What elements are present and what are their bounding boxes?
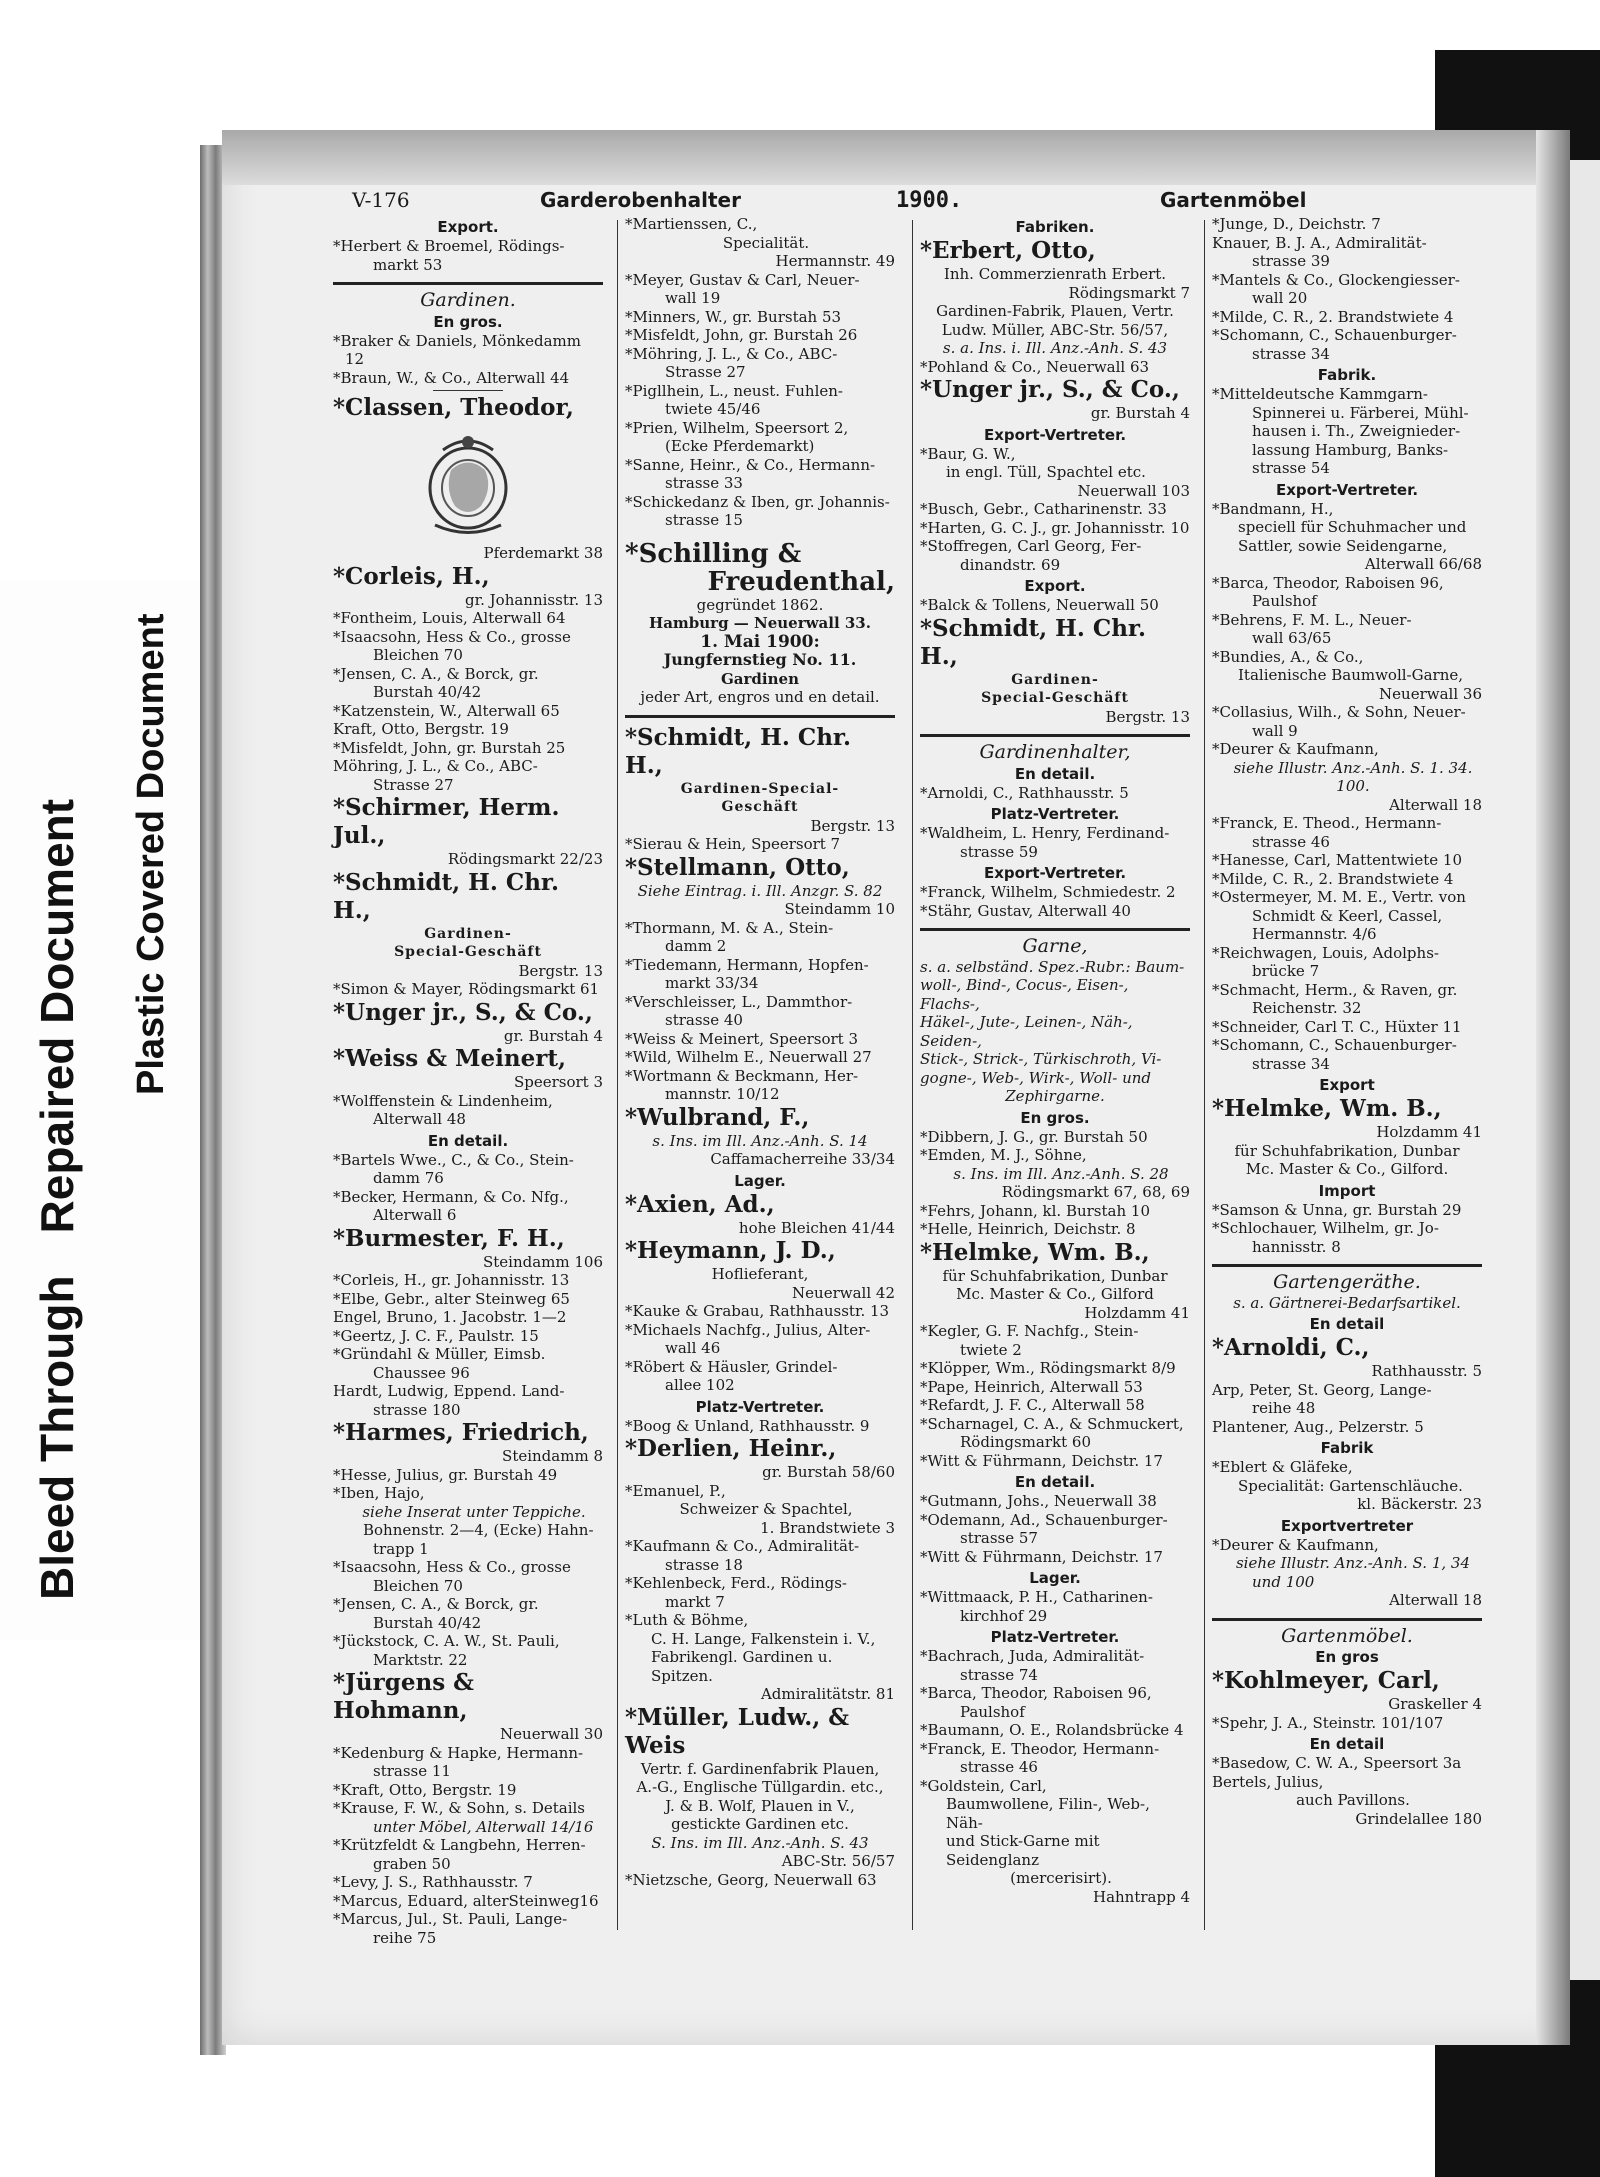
section-heading: En detail — [1309, 1735, 1385, 1753]
section-heading: Exportvertreter — [1280, 1516, 1414, 1535]
entry-address: Steindamm 8 — [502, 1447, 603, 1465]
list-item: *Stähr, Gustav, Alterwall 40 — [920, 901, 1131, 920]
section-heading: Platz-Vertreter. — [990, 805, 1120, 823]
ad-line: s. a. Ins. i. Ill. Anz.-Anh. S. 43 — [942, 339, 1168, 357]
section-heading: Export-Vertreter. — [1275, 480, 1419, 499]
list-item: *Waldheim, L. Henry, Ferdinand- strasse 59 — [920, 824, 1170, 861]
section-heading: En detail — [1309, 1315, 1385, 1333]
list-item: *Collasius, Wilh., & Sohn, Neuer- wall 9 — [1212, 703, 1466, 740]
header-left-keyword: Garderobenhalter — [540, 188, 741, 212]
section-rule — [333, 282, 603, 285]
list-item: *Herbert & Broemel, Rödings- markt 53 — [333, 237, 565, 274]
list-item: *Fehrs, Johann, kl. Burstah 10 — [920, 1201, 1150, 1220]
entry-address: Rödingsmarkt 22/23 — [447, 850, 603, 868]
list-item: Bertels, Julius, auch Pavillons. Grindelallee 180 — [1212, 1772, 1482, 1828]
list-item: *Witt & Führmann, Deichstr. 17 — [920, 1451, 1163, 1470]
display-entry: Freudenthal, — [707, 566, 895, 597]
list-item: *Pohland & Co., Neuerwall 63 — [920, 357, 1150, 376]
monogram-emblem-icon — [413, 430, 523, 540]
section-heading: Import — [1318, 1181, 1376, 1200]
list-item: *Thormann, M. & A., Stein- damm 2 — [625, 918, 834, 955]
list-item: *Mitteldeutsche Kammgarn- Spinnerei u. Färberei, Mühl- hausen i. Th., Zweignieder- lassung Hamburg, Banks- strasse 54 — [1212, 385, 1469, 477]
list-item: *Emden, M. J., Söhne, s. Ins. im Ill. Anz.-Anh. S. 28 Rödingsmarkt 67, 68, 69 — [920, 1146, 1190, 1201]
entry-address: Rödingsmarkt 7 — [1068, 283, 1190, 302]
list-item: *Boog & Unland, Rathhausstr. 9 — [625, 1416, 870, 1435]
list-item: *Franck, Wilhelm, Schmiedestr. 2 — [920, 883, 1176, 901]
list-item: *Schneider, Carl T. C., Hüxter 11 — [1212, 1017, 1462, 1036]
ad-line: jeder Art, engros und en detail. — [640, 688, 880, 706]
ad-line: J. & B. Wolf, Plauen in V., — [665, 1796, 855, 1815]
list-item: *Schomann, C., Schauenburger- strasse 34 — [1212, 1036, 1457, 1073]
list-item: *Gründahl & Müller, Eimsb. Chaussee 96 — [333, 1345, 546, 1382]
section-heading: Fabrik — [1320, 1439, 1374, 1457]
ad-line: Mc. Master & Co., Gilford. — [1245, 1160, 1449, 1178]
list-item: *Kauke & Grabau, Rathhausstr. 13 — [625, 1302, 890, 1320]
list-item: Engel, Bruno, 1. Jacobstr. 1—2 — [333, 1308, 567, 1326]
scan-edge-next-page — [1565, 160, 1600, 1980]
list-item: *Barca, Theodor, Raboisen 96, Paulshof — [920, 1684, 1152, 1721]
list-item: *Misfeldt, John, gr. Burstah 26 — [625, 326, 858, 344]
list-item: *Becker, Hermann, & Co. Nfg., Alterwall 6 — [333, 1187, 569, 1224]
section-heading: En detail. — [427, 1131, 509, 1150]
list-item: *Nietzsche, Georg, Neuerwall 63 — [625, 1870, 877, 1889]
display-entry: *Unger jr., S., & Co., — [333, 998, 593, 1026]
list-item: *Barca, Theodor, Raboisen 96, Paulshof — [1212, 573, 1444, 610]
list-item: *Helle, Heinrich, Deichstr. 8 — [920, 1220, 1136, 1238]
entry-address: gr. Burstah 58/60 — [762, 1463, 895, 1481]
entry-subtitle: Inh. Commerzienrath Erbert. — [943, 265, 1167, 283]
entry-subtitle: Gardinen-Special- — [680, 780, 840, 797]
list-item: *Bartels Wwe., C., & Co., Stein- damm 76 — [333, 1150, 574, 1187]
list-item: *Deurer & Kaufmann, siehe Illustr. Anz.-Anh. S. 1. 34. 100. Alterwall 18 — [1212, 740, 1482, 814]
list-item: *Schlochauer, Wilhelm, gr. Jo- hannisstr. 8 — [1212, 1219, 1439, 1256]
list-item: *Michaels Nachfg., Julius, Alter- wall 46 — [625, 1320, 871, 1357]
list-item: *Marcus, Eduard, alterSteinweg16 — [333, 1891, 599, 1910]
display-entry: *Erbert, Otto, — [920, 237, 1096, 264]
repaired-document-label: Repaired Document — [31, 798, 83, 1234]
column-divider — [617, 220, 618, 1930]
list-item: *Bundies, A., & Co., Italienische Baumwoll-Garne, Neuerwall 36 — [1212, 647, 1482, 703]
entry-address: Graskeller 4 — [1388, 1695, 1482, 1713]
entry-address: gr. Burstah 4 — [503, 1026, 603, 1045]
entry-address: Bergstr. 13 — [1105, 707, 1190, 726]
list-item: *Gutmann, Johs., Neuerwall 38 — [920, 1492, 1157, 1510]
list-item: *Braun, W., & Co., Alterwall 44 — [333, 368, 570, 387]
display-entry: *Burmester, F. H., — [333, 1224, 565, 1252]
entry-address: Rathhausstr. 5 — [1371, 1362, 1482, 1380]
header-right-keyword: Gartenmöbel — [1160, 188, 1307, 212]
display-entry: *Heymann, J. D., — [625, 1237, 836, 1264]
ad-line: Gardinen — [721, 669, 799, 688]
entry-address: Steindamm 10 — [784, 900, 895, 918]
list-item: *Dibbern, J. G., gr. Burstah 50 — [920, 1127, 1148, 1146]
section-heading: Lager. — [1029, 1569, 1081, 1587]
list-item: *Levy, J. S., Rathhausstr. 7 — [333, 1873, 533, 1891]
entry-subtitle: s. Ins. im Ill. Anz.-Anh. S. 14 — [652, 1131, 868, 1150]
entry-address: Holzdamm 41 — [1084, 1303, 1190, 1322]
ad-line: S. Ins. im Ill. Anz.-Anh. S. 43 — [651, 1833, 869, 1852]
category-heading: Gartenmöbel. — [1281, 1624, 1413, 1647]
category-heading: Gardinen. — [420, 289, 516, 311]
list-item: *Jensen, C. A., & Borck, gr. Burstah 40/42 — [333, 664, 539, 701]
display-entry: *Unger jr., S., & Co., — [920, 376, 1180, 403]
ad-line: A.-G., Englische Tüllgardin. etc., — [636, 1778, 884, 1796]
list-item: *Samson & Unna, gr. Burstah 29 — [1212, 1200, 1462, 1219]
list-item: *Misfeldt, John, gr. Burstah 25 — [333, 738, 566, 757]
list-item: *Hesse, Julius, gr. Burstah 49 — [333, 1465, 558, 1484]
list-item: Arp, Peter, St. Georg, Lange- reihe 48 — [1212, 1380, 1432, 1417]
entry-address: Caffamacherreihe 33/34 — [710, 1150, 895, 1168]
section-heading: Export — [1319, 1076, 1375, 1094]
cross-reference: Häkel-, Jute-, Leinen-, Näh-, Seiden-, — [920, 1013, 1133, 1050]
list-item: *Klöpper, Wm., Rödingsmarkt 8/9 — [920, 1359, 1176, 1377]
display-entry: *Jürgens & Hohmann, — [333, 1669, 474, 1724]
section-heading: Export-Vertreter. — [983, 425, 1127, 444]
list-item: *Ostermeyer, M. M. E., Vertr. von Schmidt & Keerl, Cassel, Hermannstr. 4/6 — [1212, 888, 1466, 943]
cross-reference: Stick-, Strick-, Türkischroth, Vi- — [920, 1050, 1162, 1068]
section-heading: Platz-Vertreter. — [990, 1628, 1120, 1646]
advertisement-schilling — [625, 540, 895, 707]
ad-line: Jungfernstieg No. 11. — [663, 650, 857, 669]
list-item: *Kegler, G. F. Nachfg., Stein- twiete 2 — [920, 1322, 1139, 1359]
display-entry: *Derlien, Heinr., — [625, 1435, 837, 1462]
list-item: *Busch, Gebr., Catharinenstr. 33 — [920, 500, 1167, 518]
list-item: *Wolffenstein & Lindenheim, Alterwall 48 — [333, 1091, 553, 1128]
cross-reference: s. a. selbständ. Spez.-Rubr.: Baum- — [920, 957, 1185, 976]
list-item: *Möhring, J. L., & Co., ABC- Strasse 27 — [625, 344, 838, 381]
list-item: *Balck & Tollens, Neuerwall 50 — [920, 596, 1159, 614]
entry-subtitle: Special-Geschäft — [394, 944, 542, 960]
ad-line: Gardinen-Fabrik, Plauen, Vertr. — [936, 302, 1174, 320]
list-item: *Isaacsohn, Hess & Co., grosse Bleichen 70 — [333, 1558, 571, 1595]
list-item: *Schomann, C., Schauenburger- strasse 34 — [1212, 326, 1457, 363]
list-item: *Franck, E. Theod., Hermann- strasse 46 — [1212, 814, 1442, 851]
list-item: *Baumann, O. E., Rolandsbrücke 4 — [920, 1721, 1184, 1739]
list-item: *Wild, Wilhelm E., Neuerwall 27 — [625, 1048, 872, 1066]
page-number: V-176 — [352, 188, 410, 212]
list-item: *Wortmann & Beckmann, Her- mannstr. 10/12 — [625, 1066, 859, 1103]
ad-line: für Schuhfabrikation, Dunbar — [1234, 1141, 1460, 1160]
ad-line: gestickte Gardinen etc. — [671, 1815, 849, 1833]
list-item: *Reichwagen, Louis, Adolphs- brücke 7 — [1212, 943, 1439, 980]
list-item: *Arnoldi, C., Rathhausstr. 5 — [920, 783, 1129, 802]
ad-line: Ludw. Müller, ABC-Str. 56/57, — [941, 320, 1169, 339]
list-item: *Röbert & Häusler, Grindel- allee 102 — [625, 1357, 838, 1394]
section-heading: Platz-Vertreter. — [695, 1397, 825, 1416]
list-item: Hardt, Ludwig, Eppend. Land- strasse 180 — [333, 1382, 565, 1419]
section-heading: En gros — [1315, 1648, 1379, 1666]
list-item: *Spehr, J. A., Steinstr. 101/107 — [1212, 1713, 1444, 1732]
list-item: *Schickedanz & Iben, gr. Johannis- strasse 15 — [625, 492, 890, 529]
ad-line: gegründet 1862. — [696, 595, 824, 614]
column-divider — [1204, 220, 1205, 1930]
ad-line: 1. Mai 1900: — [700, 631, 820, 652]
list-item: *Pigllhein, L., neust. Fuhlen- twiete 45/46 — [625, 381, 843, 418]
plastic-covered-label: Plastic Covered Document — [130, 613, 172, 1095]
display-entry: *Schilling & — [625, 538, 802, 569]
list-item: *Hanesse, Carl, Mattentwiete 10 — [1212, 851, 1462, 869]
cross-reference: gogne-, Web-, Wirk-, Woll- und — [920, 1068, 1151, 1087]
list-item: *Emanuel, P., Schweizer & Spachtel, 1. Brandstwiete 3 — [625, 1481, 895, 1537]
ad-line: Vertr. f. Gardinenfabrik Plauen, — [640, 1759, 880, 1778]
list-item: *Deurer & Kaufmann, siehe Illustr. Anz.-Anh. S. 1, 34 und 100 Alterwall 18 — [1212, 1535, 1482, 1609]
list-item: *Simon & Mayer, Rödingsmarkt 61 — [333, 980, 600, 998]
display-entry: *Schirmer, Herm. Jul., — [333, 794, 560, 849]
list-item: *Krause, F. W., & Sohn, s. Details unter Möbel, Alterwall 14/16 — [333, 1799, 594, 1836]
entry-address: ABC-Str. 56/57 — [781, 1852, 895, 1870]
list-item: *Braker & Daniels, Mönkedamm 12 — [333, 331, 582, 368]
list-item: *Franck, E. Theodor, Hermann- strasse 46 — [920, 1739, 1160, 1776]
column-3 — [920, 215, 1190, 1906]
section-heading: En gros. — [1020, 1108, 1090, 1127]
section-heading: Export. — [1024, 577, 1086, 595]
list-item: *Baur, G. W., in engl. Tüll, Spachtel etc. Neuerwall 103 — [920, 444, 1190, 500]
entry-subtitle: Gardinen- — [424, 925, 512, 942]
section-heading: En detail. — [1014, 764, 1096, 783]
section-rule — [920, 928, 1190, 931]
list-item: *Stoffregen, Carl Georg, Fer- dinandstr. 69 — [920, 537, 1142, 574]
section-rule — [1212, 1618, 1482, 1621]
section-rule — [920, 734, 1190, 737]
category-heading: Gardinenhalter, — [979, 741, 1131, 763]
list-item: *Sanne, Heinr., & Co., Hermann- strasse 33 — [625, 455, 876, 492]
section-rule — [1212, 1264, 1482, 1267]
list-item: *Luth & Böhme, C. H. Lange, Falkenstein i. V., Fabrikengl. Gardinen u. Spitzen. Admiralitätstr. 81 — [625, 1611, 895, 1703]
entry-address: Bergstr. 13 — [518, 961, 603, 980]
list-item: *Kehlenbeck, Ferd., Rödings- markt 7 — [625, 1574, 847, 1611]
cross-reference: woll-, Bind-, Cocus-, Eisen-, Flachs-, — [920, 976, 1129, 1013]
cross-reference: Zephirgarne. — [1005, 1087, 1105, 1105]
list-item: *Mantels & Co., Glockengiesser- wall 20 — [1212, 270, 1460, 307]
list-item: *Milde, C. R., 2. Brandstwiete 4 — [1212, 307, 1454, 326]
category-heading: Gartengeräthe. — [1273, 1271, 1421, 1293]
section-heading: Fabriken. — [1015, 218, 1095, 236]
list-item: *Behrens, F. M. L., Neuer- wall 63/65 — [1212, 610, 1412, 647]
list-item: *Schmacht, Herm., & Raven, gr. Reichenstr. 32 — [1212, 980, 1458, 1017]
list-item: *Jückstock, C. A. W., St. Pauli, Marktstr. 22 — [333, 1632, 560, 1669]
list-item: *Refardt, J. F. C., Alterwall 58 — [920, 1396, 1145, 1414]
list-item: *Martienssen, C., Specialität. Hermannstr. 49 — [625, 215, 895, 270]
display-entry: *Kohlmeyer, Carl, — [1212, 1667, 1440, 1694]
list-item: *Minners, W., gr. Burstah 53 — [625, 307, 842, 326]
entry-address: Bergstr. 13 — [810, 816, 895, 835]
ad-line: Mc. Master & Co., Gilford — [956, 1285, 1154, 1303]
column-4 — [1212, 215, 1482, 1828]
list-item: *Witt & Führmann, Deichstr. 17 — [920, 1547, 1163, 1566]
list-item: *Milde, C. R., 2. Brandstwiete 4 — [1212, 869, 1454, 888]
list-item: *Scharnagel, C. A., & Schmuckert, Rödingsmarkt 60 — [920, 1414, 1184, 1451]
short-rule — [433, 390, 503, 391]
list-item: *Pape, Heinrich, Alterwall 53 — [920, 1377, 1143, 1396]
entry-subtitle: Siehe Eintrag. i. Ill. Anzgr. S. 82 — [637, 881, 883, 900]
list-item: *Katzenstein, W., Alterwall 65 — [333, 701, 560, 720]
cross-reference: s. a. Gärtnerei-Bedarfsartikel. — [1233, 1293, 1461, 1312]
list-item: Kraft, Otto, Bergstr. 19 — [333, 720, 509, 738]
entry-address: gr. Johannisstr. 13 — [465, 590, 603, 609]
list-item: *Verschleisser, L., Dammthor- strasse 40 — [625, 992, 853, 1029]
section-rule — [625, 715, 895, 718]
list-item: *Geertz, J. C. F., Paulstr. 15 — [333, 1326, 539, 1345]
list-item: *Wittmaack, P. H., Catharinen- kirchhof 29 — [920, 1588, 1153, 1625]
list-item: *Kedenburg & Hapke, Hermann- strasse 11 — [333, 1743, 584, 1780]
scan-labels-main — [30, 620, 84, 1600]
list-item: *Corleis, H., gr. Johannisstr. 13 — [333, 1271, 570, 1289]
list-item: *Meyer, Gustav & Carl, Neuer- wall 19 — [625, 270, 860, 307]
list-item: Plantener, Aug., Pelzerstr. 5 — [1212, 1417, 1424, 1436]
list-item: *Iben, Hajo, siehe Inserat unter Teppiche. Bohnenstr. 2—4, (Ecke) Hahn- trapp 1 — [333, 1484, 594, 1558]
entry-subtitle: Gardinen- — [1011, 671, 1099, 688]
list-item: Möhring, J. L., & Co., ABC- Strasse 27 — [333, 757, 538, 794]
list-item: *Kraft, Otto, Bergstr. 19 — [333, 1780, 517, 1799]
list-item: *Jensen, C. A., & Borck, gr. Burstah 40/42 — [333, 1595, 539, 1632]
display-entry: *Helmke, Wm. B., — [1212, 1095, 1442, 1122]
entry-address: gr. Burstah 4 — [1090, 404, 1190, 422]
entry-subtitle: Geschäft — [721, 799, 799, 815]
display-entry: *Classen, Theodor, — [333, 394, 574, 421]
list-item: *Odemann, Ad., Schauenburger- strasse 57 — [920, 1510, 1168, 1547]
column-divider — [912, 220, 913, 1930]
list-item: *Sierau & Hein, Speersort 7 — [625, 835, 841, 853]
list-item: *Bachrach, Juda, Admiralität- strasse 74 — [920, 1647, 1145, 1684]
entry-subtitle: Special-Geschäft — [981, 690, 1129, 706]
list-item: *Isaacsohn, Hess & Co., grosse Bleichen 70 — [333, 627, 571, 664]
section-heading: Lager. — [734, 1171, 786, 1190]
display-entry: *Helmke, Wm. B., — [920, 1238, 1150, 1266]
display-entry: *Harmes, Friedrich, — [333, 1419, 589, 1446]
list-item: *Harten, G. C. J., gr. Johannisstr. 10 — [920, 518, 1190, 537]
list-item: *Krützfeldt & Langbehn, Herren- graben 50 — [333, 1836, 586, 1873]
section-heading: Export. — [437, 218, 499, 236]
display-entry: *Arnoldi, C., — [1212, 1334, 1370, 1361]
list-item: *Tiedemann, Hermann, Hopfen- markt 33/34 — [625, 955, 869, 992]
entry-address: Holzdamm 41 — [1376, 1123, 1482, 1141]
section-heading: En detail. — [1014, 1473, 1096, 1491]
list-item: *Prien, Wilhelm, Speersort 2, (Ecke Pferdemarkt) — [625, 418, 849, 455]
display-entry: *Wulbrand, F., — [625, 1103, 810, 1131]
list-item: *Basedow, C. W. A., Speersort 3a — [1212, 1754, 1462, 1772]
column-2 — [625, 215, 895, 1889]
header-year: 1900. — [896, 188, 963, 213]
display-entry: *Schmidt, H. Chr. H., — [625, 723, 851, 779]
list-item: *Eblert & Gläfeke, Specialität: Gartenschläuche. kl. Bäckerstr. 23 — [1212, 1458, 1482, 1513]
list-item: *Fontheim, Louis, Alterwall 64 — [333, 609, 566, 627]
top-margin — [0, 0, 1600, 50]
entry-address: Neuerwall 30 — [500, 1725, 603, 1743]
entry-subtitle: Hoflieferant, — [711, 1265, 809, 1283]
list-item: *Bandmann, H., speciell für Schuhmacher und Sattler, sowie Seidengarne, Alterwall 66/68 — [1212, 499, 1482, 573]
ad-line: Hamburg — Neuerwall 33. — [649, 614, 871, 632]
list-item: Knauer, B. J. A., Admiralität- strasse 39 — [1212, 233, 1427, 270]
entry-address: Speersort 3 — [513, 1073, 603, 1091]
entry-address: hohe Bleichen 41/44 — [738, 1218, 895, 1237]
entry-address: Neuerwall 42 — [792, 1283, 895, 1302]
display-entry: *Müller, Ludw., & Weis — [625, 1703, 850, 1759]
display-entry: *Schmidt, H. Chr. H., — [333, 868, 559, 924]
display-entry: *Schmidt, H. Chr. H., — [920, 614, 1146, 670]
section-heading: Fabrik. — [1317, 366, 1377, 384]
column-1 — [333, 215, 603, 1947]
list-item: *Kaufmann & Co., Admiralität- strasse 18 — [625, 1537, 860, 1574]
entry-address: Steindamm 106 — [482, 1252, 603, 1271]
list-item: *Marcus, Jul., St. Pauli, Lange- reihe 75 — [333, 1910, 568, 1947]
category-heading: Garne, — [1022, 935, 1088, 957]
list-item: *Weiss & Meinert, Speersort 3 — [625, 1029, 858, 1048]
entry-address: Pferdemarkt 38 — [483, 544, 603, 562]
list-item: *Junge, D., Deichstr. 7 — [1212, 215, 1381, 233]
ad-line: für Schuhfabrikation, Dunbar — [942, 1266, 1168, 1285]
display-entry: *Weiss & Meinert, — [333, 1045, 566, 1072]
section-heading: Export-Vertreter. — [983, 864, 1127, 882]
list-item: *Elbe, Gebr., alter Steinweg 65 — [333, 1289, 570, 1308]
bleed-through-label: Bleed Through — [31, 1275, 83, 1600]
display-entry: *Axien, Ad., — [625, 1190, 775, 1218]
display-entry: *Corleis, H., — [333, 562, 490, 590]
list-item: *Goldstein, Carl, Baumwollene, Filin-, Web-, Näh- und Stick-Garne mit Seidenglanz (mercerisirt). Hahntrapp 4 — [920, 1776, 1190, 1906]
display-entry: *Stellmann, Otto, — [625, 853, 850, 881]
section-heading: En gros. — [433, 312, 503, 331]
